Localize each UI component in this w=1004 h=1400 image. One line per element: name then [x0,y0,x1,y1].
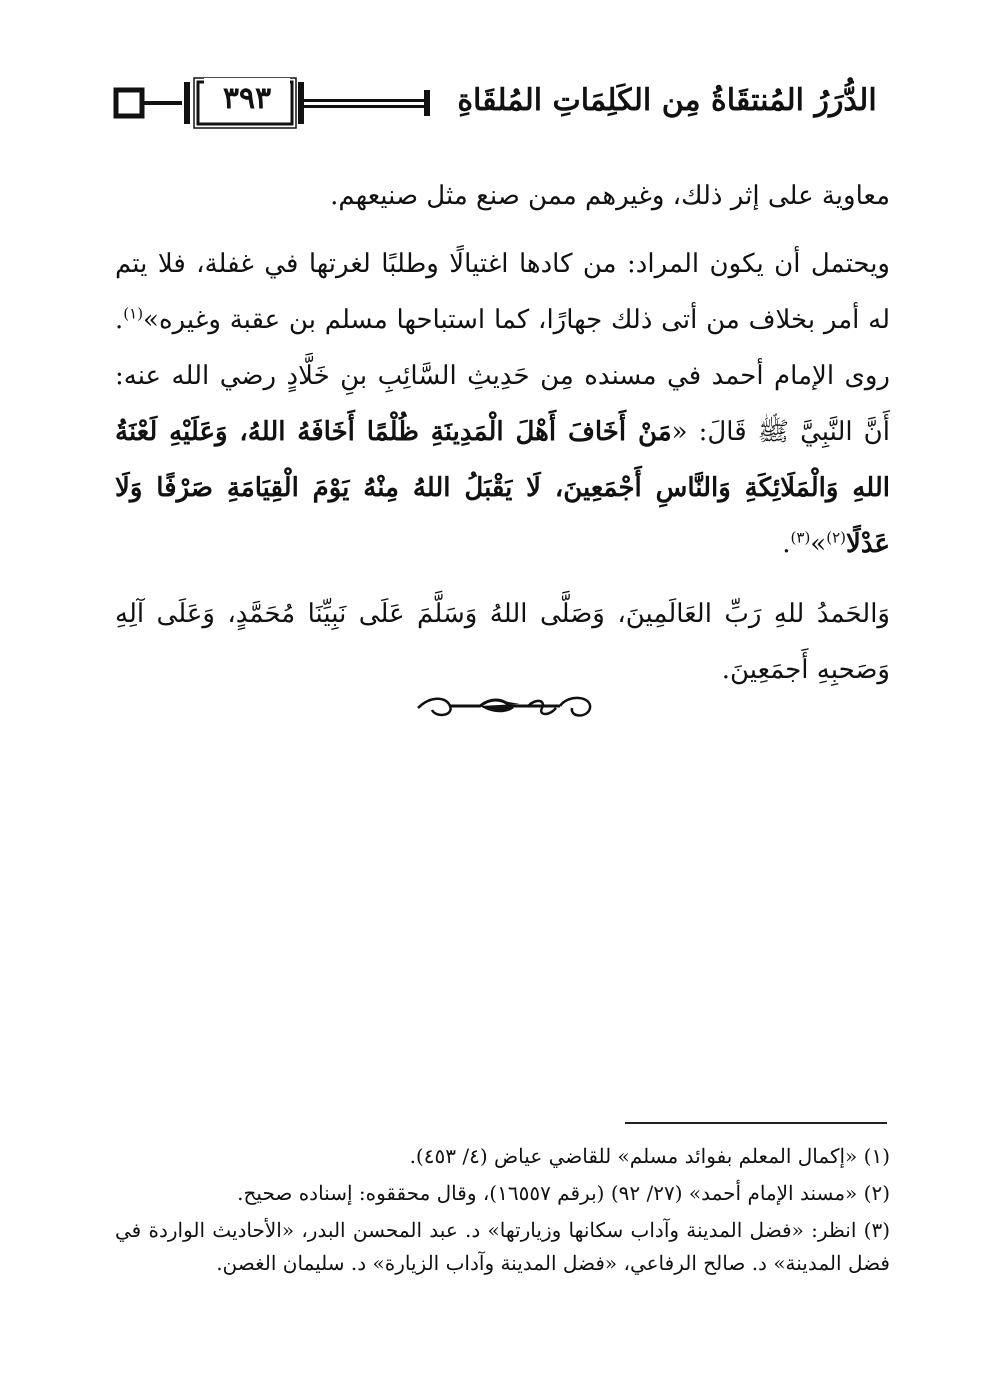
page-number: ٣٩٣ [204,78,290,118]
footnote-3: (٣) انظر: «فضل المدينة وآداب سكانها وزيارتها» د. عبد المحسن البدر، «الأحاديث الواردة في فضل المدينة» د. صالح الرفاعي، «فضل المدينة وآداب الزيارة» د. سليمان الغصن. [115,1218,890,1275]
footnote-2: (٢) «مسند الإمام أحمد» (٢٧/ ٩٢) (برقم ١٦٥٥٧)، وقال محققوه: إسناده صحيح. [237,1181,890,1205]
book-title: الدُّرَرُ المُنتقَاةُ مِن الكَلِمَاتِ المُلقَاةِ [442,78,892,124]
paragraph-2-period: . [782,529,791,559]
footnote-ref-1: (١) [123,304,144,323]
header-left-square [116,90,142,116]
footnote-ref-2: (٢) [826,528,846,547]
hadith-close-quote: » [810,529,827,559]
paragraph-1: معاوية على إثر ذلك، وغيرهم ممن صنع مثل صنيعهم. [330,181,890,211]
closing-paragraph: وَالحَمدُ للهِ رَبِّ العَالَمِينَ، وَصَلَّى اللهُ وَسَلَّمَ عَلَى نَبِيِّنَا مُحَمَّدٍ، وَعَلَى آلِهِ وَصَحبِهِ أَجمَعِينَ. [115,599,890,685]
footnote-ref-3: (٣) [790,528,811,547]
paragraph-2-text-a: ويحتمل أن يكون المراد: من كادها اغتيالًا وطلبًا لغرتها في غفلة، فلا يتم له أمر بخلاف من أتى ذلك جهارًا، كما استباحها مسلم بن عقبة وغيره» [115,249,890,335]
hadith-text: مَنْ أَخَافَ أَهْلَ الْمَدِينَةِ ظُلْمًا أَخَافَهُ اللهُ، وَعَلَيْهِ لَعْنَةُ اللهِ وَالْمَلَائِكَةِ وَالنَّاسِ أَجْمَعِينَ، لَا يَقْبَلُ اللهُ مِنْهُ يَوْمَ الْقِيَامَةِ صَرْفًا وَلَا عَدْلًا [115,417,890,559]
footnote-separator [625,1122,887,1124]
footnotes [115,1140,890,1284]
paragraph-2-text-b: . روى الإمام أحمد في مسنده مِن حَدِيثِ السَّائِبِ بنِ خَلَّادٍ رضي الله عنه: أَنَّ النَّبِيَّ ﷺ قَالَ: « [115,305,890,447]
page-header [112,74,892,130]
paragraph-2 [115,236,890,572]
ornament-divider-icon [410,688,600,724]
footnote-1: (١) «إكمال المعلم بفوائد مسلم» للقاضي عياض (٤/ ٤٥٣). [409,1144,890,1168]
main-text [115,168,890,698]
